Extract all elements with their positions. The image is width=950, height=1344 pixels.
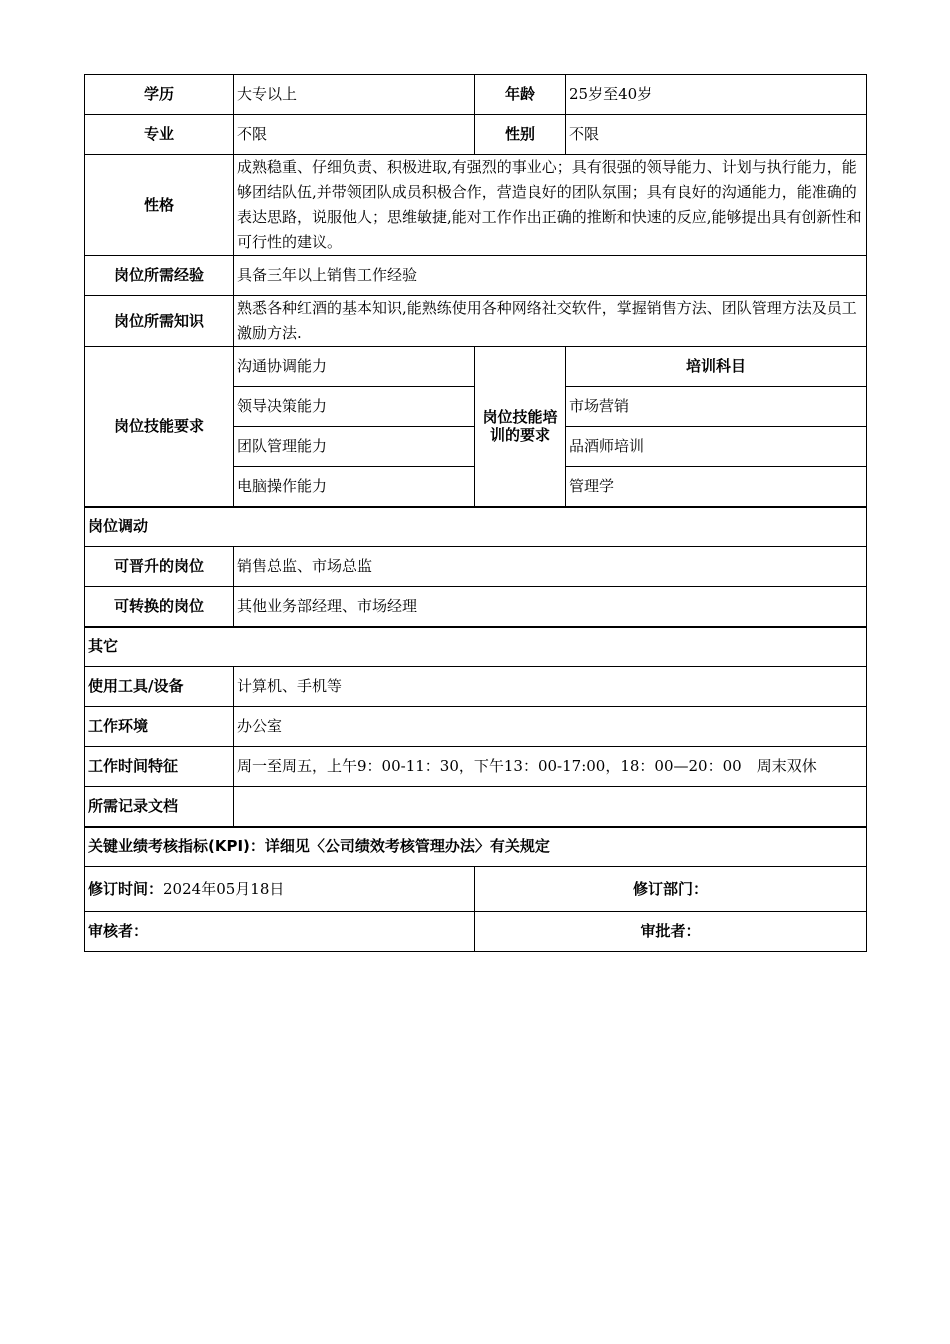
work-time-label: 工作时间特征 (85, 747, 234, 787)
switch-value: 其他业务部经理、市场经理 (234, 587, 867, 627)
skills-label: 岗位技能要求 (85, 347, 234, 507)
row-major-gender (85, 115, 867, 155)
row-experience (85, 256, 867, 296)
promotion-label: 可晋升的岗位 (85, 547, 234, 587)
skill-item: 沟通协调能力 (234, 347, 475, 387)
work-time-value: 周一至周五，上午9：00-11：30，下午13：00-17:00，18：00—20：00 周末双休 (234, 747, 867, 787)
personality-label: 性格 (85, 155, 234, 256)
revised-dept-label: 修订部门： (475, 867, 867, 912)
row-switch (85, 587, 867, 627)
row-kpi (85, 827, 867, 867)
experience-value: 具备三年以上销售工作经验 (234, 256, 867, 296)
skill-item: 团队管理能力 (234, 427, 475, 467)
approver-label: 审批者： (475, 912, 867, 952)
age-value: 25岁至40岁 (566, 75, 867, 115)
tools-value: 计算机、手机等 (234, 667, 867, 707)
training-header: 培训科目 (566, 347, 867, 387)
education-value: 大专以上 (234, 75, 475, 115)
revised-time-cell (85, 867, 475, 912)
environment-label: 工作环境 (85, 707, 234, 747)
skill-item: 电脑操作能力 (234, 467, 475, 507)
training-item: 市场营销 (566, 387, 867, 427)
environment-value: 办公室 (234, 707, 867, 747)
knowledge-value: 熟悉各种红酒的基本知识,能熟练使用各种网络社交软件，掌握销售方法、团队管理方法及员工激励方法. (234, 296, 867, 347)
records-label: 所需记录文档 (85, 787, 234, 827)
training-requirement-label: 岗位技能培训的要求 (475, 347, 566, 507)
row-personality (85, 155, 867, 256)
row-revision (85, 867, 867, 912)
revised-time-label: 修订时间： (88, 879, 164, 898)
row-other-section (85, 627, 867, 667)
gender-value: 不限 (566, 115, 867, 155)
experience-label: 岗位所需经验 (85, 256, 234, 296)
transfer-section-title: 岗位调动 (85, 507, 867, 547)
records-value (234, 787, 867, 827)
row-tools (85, 667, 867, 707)
personality-value: 成熟稳重、仔细负责、积极进取,有强烈的事业心；具有很强的领导能力、计划与执行能力，能够团结队伍,并带领团队成员积极合作，营造良好的团队氛围；具有良好的沟通能力，能准确的表达思路，说服他人；思维敏捷,能对工作作出正确的推断和快速的反应,能够提出具有创新性和可行性的建议。 (234, 155, 867, 256)
revised-time-value: 2024年05月18日 (163, 879, 285, 898)
promotion-value: 销售总监、市场总监 (234, 547, 867, 587)
row-records (85, 787, 867, 827)
other-section-title: 其它 (85, 627, 867, 667)
kpi-text: 关键业绩考核指标(KPI)：详细见〈公司绩效考核管理办法〉有关规定 (85, 827, 867, 867)
major-value: 不限 (234, 115, 475, 155)
training-item: 品酒师培训 (566, 427, 867, 467)
row-skill-1 (85, 347, 867, 387)
skill-item: 领导决策能力 (234, 387, 475, 427)
training-item: 管理学 (566, 467, 867, 507)
education-label: 学历 (85, 75, 234, 115)
knowledge-label: 岗位所需知识 (85, 296, 234, 347)
row-knowledge (85, 296, 867, 347)
row-education-age (85, 75, 867, 115)
switch-label: 可转换的岗位 (85, 587, 234, 627)
row-promotion (85, 547, 867, 587)
tools-label: 使用工具/设备 (85, 667, 234, 707)
row-environment (85, 707, 867, 747)
reviewer-label: 审核者： (85, 912, 475, 952)
job-description-table (84, 74, 867, 952)
gender-label: 性别 (475, 115, 566, 155)
row-work-time (85, 747, 867, 787)
row-transfer-section (85, 507, 867, 547)
age-label: 年龄 (475, 75, 566, 115)
major-label: 专业 (85, 115, 234, 155)
row-approval (85, 912, 867, 952)
